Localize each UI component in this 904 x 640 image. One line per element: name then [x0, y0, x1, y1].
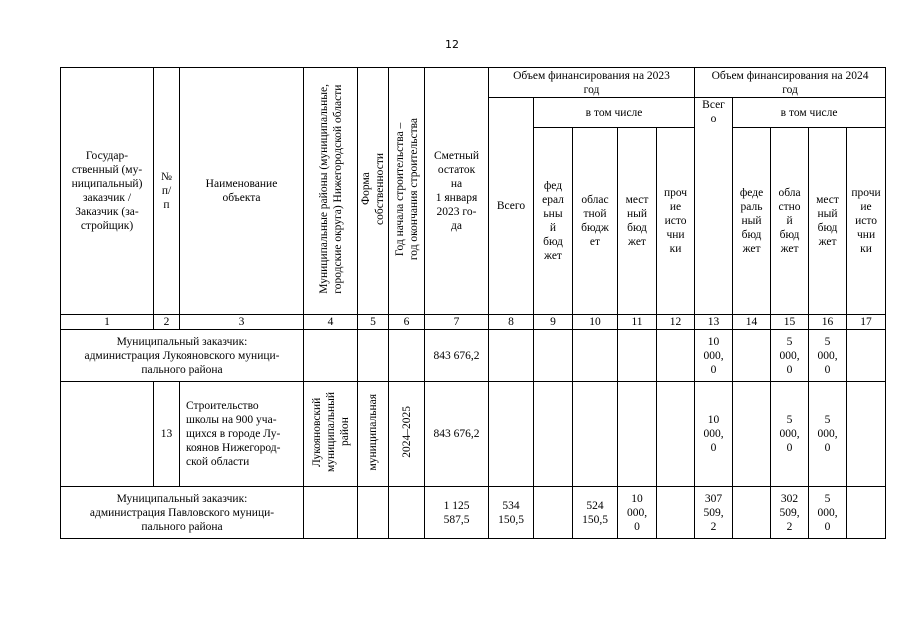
- header-districts-text: Муниципальные районы (муниципальные, городские округа) Нижегородской области: [317, 84, 344, 294]
- balance-cell: 1 125 587,5: [425, 487, 489, 539]
- total-2023-cell: 534 150,5: [489, 487, 534, 539]
- financing-table: [60, 67, 886, 539]
- total-2024-cell: 10 000, 0: [695, 330, 733, 382]
- local-2024-cell: 5 000, 0: [809, 487, 847, 539]
- years-cell: [389, 382, 425, 487]
- column-number: 1: [61, 315, 154, 330]
- header-fin-2023: Объем финансирования на 2023 год: [489, 68, 695, 98]
- balance-cell: 843 676,2: [425, 330, 489, 382]
- header-ownership: [358, 68, 389, 315]
- column-number: 14: [733, 315, 771, 330]
- total-2024-cell: 307 509, 2: [695, 487, 733, 539]
- district-text: Лукояновский муниципальный район: [310, 391, 351, 473]
- column-number: 5: [358, 315, 389, 330]
- header-regional-2023: облас тной бюдж ет: [573, 128, 618, 315]
- column-number: 10: [573, 315, 618, 330]
- header-districts: [304, 68, 358, 315]
- regional-2024-cell: 302 509, 2: [771, 487, 809, 539]
- row-number: 13: [154, 382, 180, 487]
- column-number: 8: [489, 315, 534, 330]
- header-other-2024: прочи ие исто чни ки: [847, 128, 886, 315]
- table-row: [61, 382, 886, 487]
- header-fin-2024: Объем финансирования на 2024 год: [695, 68, 886, 98]
- regional-2023-cell: 524 150,5: [573, 487, 618, 539]
- header-balance: Сметный остаток на 1 января 2023 го- да: [425, 68, 489, 315]
- local-2024-cell: 5 000, 0: [809, 382, 847, 487]
- column-number: 7: [425, 315, 489, 330]
- header-federal-2024: феде раль ный бюд жет: [733, 128, 771, 315]
- header-federal-2023: фед ерал ьны й бюд жет: [534, 128, 573, 315]
- customer-label: Муниципальный заказчик: администрация Лукояновского муници- пального района: [61, 330, 304, 382]
- header-including-2024: в том числе: [733, 98, 886, 128]
- header-total-2023: Всего: [489, 98, 534, 315]
- column-number: 13: [695, 315, 733, 330]
- regional-2024-cell: 5 000, 0: [771, 382, 809, 487]
- column-number: 16: [809, 315, 847, 330]
- district-cell: [304, 382, 358, 487]
- column-number: 6: [389, 315, 425, 330]
- balance-cell: 843 676,2: [425, 382, 489, 487]
- customer-label: Муниципальный заказчик: администрация Павловского муници- пального района: [61, 487, 304, 539]
- header-object-name: Наименование объекта: [180, 68, 304, 315]
- column-number: 2: [154, 315, 180, 330]
- header-years: [389, 68, 425, 315]
- ownership-text: муниципальная: [367, 393, 379, 471]
- header-number: № п/ п: [154, 68, 180, 315]
- header-customer: Государ- ственный (му- ниципальный) заказчик / Заказчик (за- стройщик): [61, 68, 154, 315]
- column-number: 12: [657, 315, 695, 330]
- local-2024-cell: 5 000, 0: [809, 330, 847, 382]
- column-number-row: [61, 315, 886, 330]
- table-row: [61, 330, 886, 382]
- local-2023-cell: 10 000, 0: [618, 487, 657, 539]
- years-text: 2024–2025: [400, 406, 413, 458]
- object-name: Строительство школы на 900 уча- щихся в городе Лу- коянов Нижегород- ской области: [180, 382, 304, 487]
- column-number: 3: [180, 315, 304, 330]
- page-number: 12: [445, 38, 459, 51]
- total-2024-cell: 10 000, 0: [695, 382, 733, 487]
- column-number: 4: [304, 315, 358, 330]
- column-number: 15: [771, 315, 809, 330]
- regional-2024-cell: 5 000, 0: [771, 330, 809, 382]
- header-other-2023: проч ие исто чни ки: [657, 128, 695, 315]
- column-number: 11: [618, 315, 657, 330]
- ownership-cell: [358, 382, 389, 487]
- table-row: [61, 487, 886, 539]
- column-number: 17: [847, 315, 886, 330]
- column-number: 9: [534, 315, 573, 330]
- header-total-2024: Всег о: [695, 98, 733, 315]
- header-local-2023: мест ный бюд жет: [618, 128, 657, 315]
- header-regional-2024: обла стно й бюд жет: [771, 128, 809, 315]
- header-local-2024: мест ный бюд жет: [809, 128, 847, 315]
- header-years-text: Год начала строительства – год окончания строительства: [393, 117, 420, 261]
- header-including-2023: в том числе: [534, 98, 695, 128]
- header-ownership-text: Форма собственности: [360, 153, 386, 225]
